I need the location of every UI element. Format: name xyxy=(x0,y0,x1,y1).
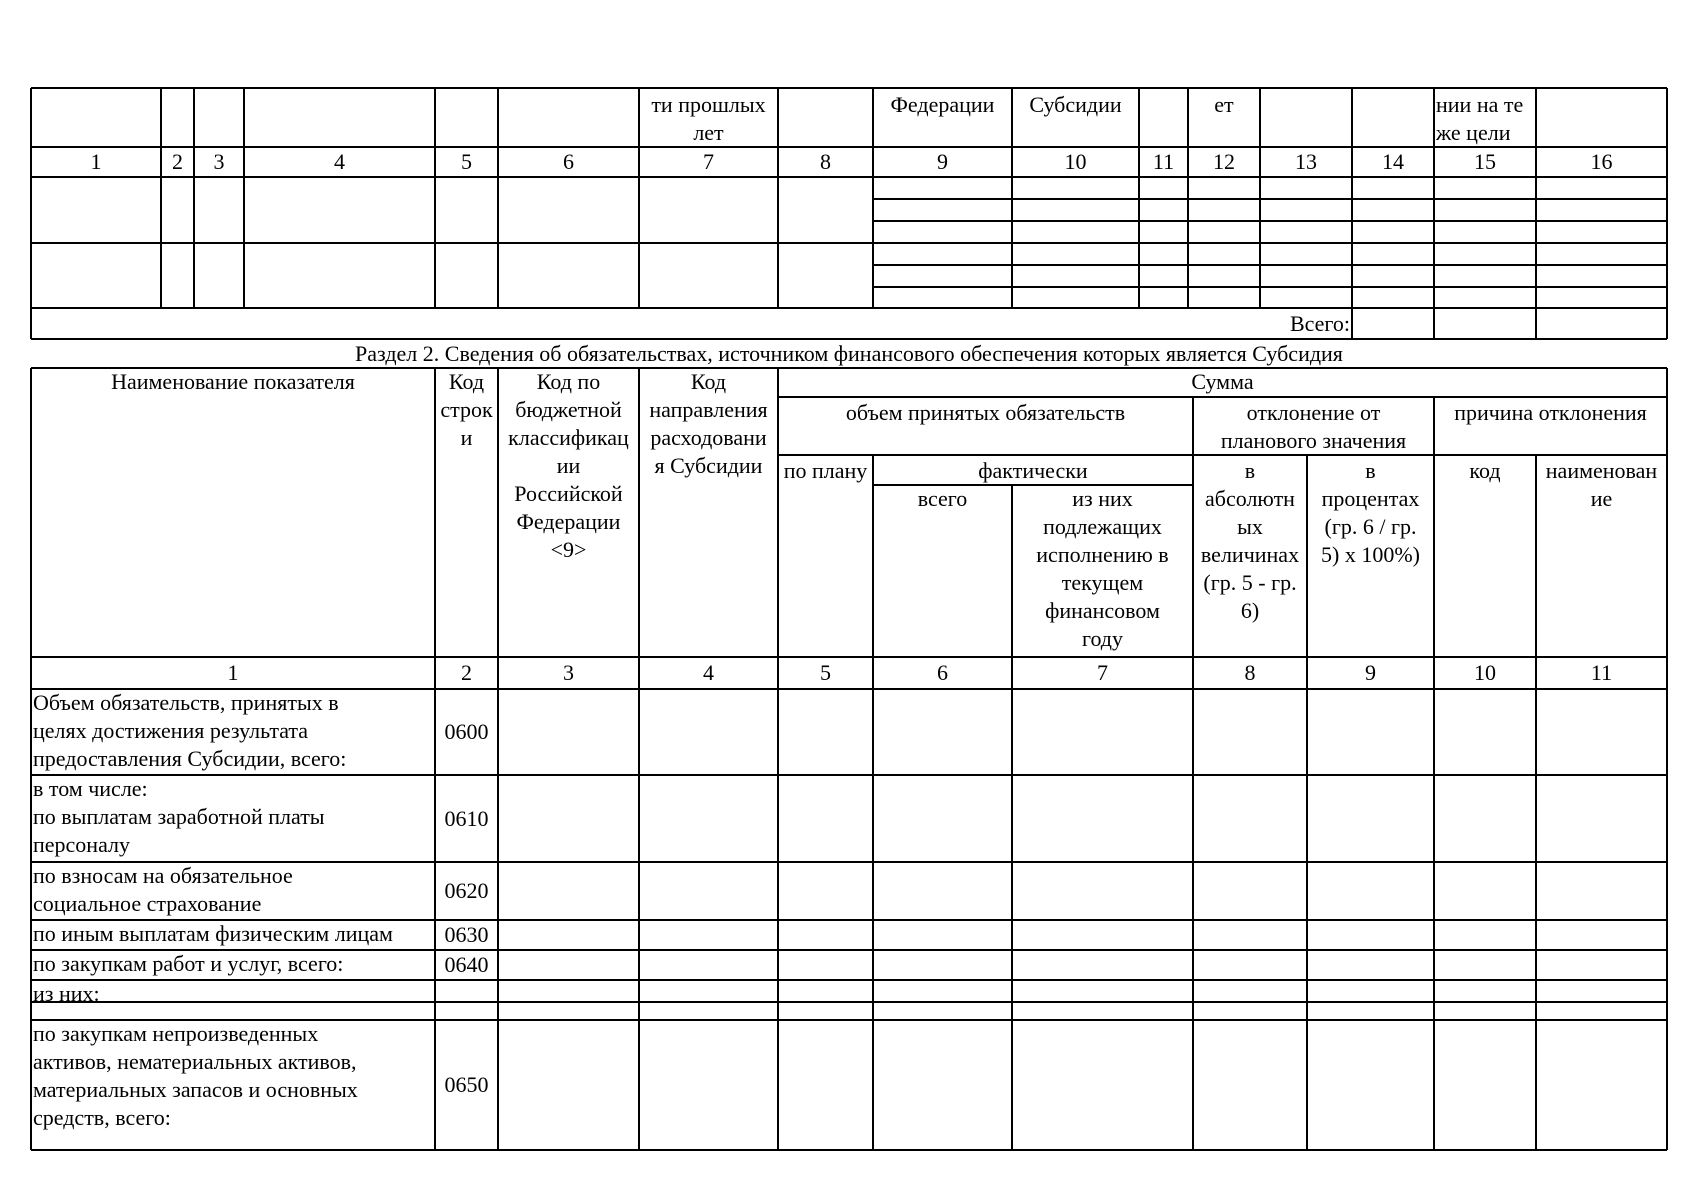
header-reason-name-line: наименован xyxy=(1545,458,1658,483)
row-code-value: 0630 xyxy=(444,922,489,947)
total-label-value: Всего: xyxy=(1289,310,1350,336)
total-label xyxy=(1188,308,1352,339)
section2-column-number xyxy=(1193,657,1307,689)
section2-title xyxy=(31,339,1667,368)
top-column-number-value: 14 xyxy=(1382,149,1404,174)
header-absolute-line: (гр. 5 - гр. xyxy=(1203,570,1297,595)
header-percent-line: процентах xyxy=(1321,486,1420,511)
top-column-number xyxy=(435,147,498,177)
header-budget-code-line: Код по xyxy=(536,369,601,394)
top-column-number-value: 9 xyxy=(937,149,948,174)
top-column-number xyxy=(1536,147,1667,177)
top-column-number-value: 11 xyxy=(1152,149,1175,174)
header-budget-code xyxy=(498,368,639,657)
section2-column-number-value: 9 xyxy=(1365,660,1376,685)
header-by-plan-line: по плану xyxy=(783,458,868,483)
row-name-line: по взносам на обязательное xyxy=(33,863,293,888)
top-column-number xyxy=(244,147,435,177)
row-name-line: по иным выплатам физическим лицам xyxy=(33,921,393,946)
header-budget-code-line: Российской xyxy=(514,481,623,506)
header-percent-line: в xyxy=(1365,458,1376,483)
row-code-value: 0610 xyxy=(444,805,489,831)
section2-column-number xyxy=(498,657,639,689)
top-header-c7-line: ти прошлых xyxy=(651,92,766,117)
header-budget-code-line: Федерации xyxy=(516,509,621,534)
section2-column-number-value: 7 xyxy=(1097,660,1108,685)
top-column-number xyxy=(498,147,639,177)
section2-column-number xyxy=(639,657,778,689)
top-column-number xyxy=(778,147,873,177)
top-column-number-value: 7 xyxy=(703,149,714,174)
top-column-number-value: 6 xyxy=(563,149,574,174)
header-absolute-line: 6) xyxy=(1240,598,1260,623)
top-column-number xyxy=(1352,147,1434,177)
top-column-number-value: 1 xyxy=(90,149,102,174)
top-header-c10 xyxy=(1012,88,1139,147)
header-row-code-line: Код xyxy=(448,369,485,394)
header-obligations-volume-line: объем принятых обязательств xyxy=(845,400,1126,425)
header-code xyxy=(1434,455,1536,657)
row-code xyxy=(435,950,498,980)
top-column-number xyxy=(1188,147,1260,177)
row-name xyxy=(31,950,435,980)
header-row-code xyxy=(435,368,498,657)
row-name-line: из них: xyxy=(33,981,100,1006)
row-code xyxy=(435,920,498,950)
row-name-line: средств, всего: xyxy=(33,1105,171,1130)
section2-column-number xyxy=(1434,657,1536,689)
header-deviation-line: отклонение от xyxy=(1246,400,1381,425)
header-actual xyxy=(873,455,1193,485)
row-code-value: 0650 xyxy=(444,1072,489,1097)
section2-column-number xyxy=(31,657,435,689)
top-header-c10-line: Субсидии xyxy=(1029,92,1122,117)
section2-column-number xyxy=(435,657,498,689)
header-indicator-name xyxy=(31,368,435,657)
row-name-line: персоналу xyxy=(33,832,131,857)
top-header-c7 xyxy=(639,88,778,147)
header-direction-code-line: расходовани xyxy=(650,425,767,450)
section2-column-number xyxy=(1012,657,1193,689)
top-column-number-value: 2 xyxy=(172,149,183,174)
row-code xyxy=(435,980,498,1002)
header-deviation-reason xyxy=(1434,397,1667,455)
top-header-c15-line: нии на те xyxy=(1436,92,1524,117)
top-column-number-value: 16 xyxy=(1590,149,1613,174)
top-column-number-value: 5 xyxy=(461,149,472,174)
row-name-line: по закупкам непроизведенных xyxy=(33,1021,319,1046)
row-name-line: в том числе: xyxy=(33,776,148,801)
top-column-number xyxy=(194,147,244,177)
top-column-number xyxy=(31,147,161,177)
section2-column-number xyxy=(778,657,873,689)
header-absolute-line: в xyxy=(1244,458,1256,483)
row-code-value: 0620 xyxy=(444,878,489,903)
section2-column-number xyxy=(873,657,1012,689)
row-name xyxy=(31,862,435,920)
top-column-number xyxy=(639,147,778,177)
header-absolute xyxy=(1193,455,1307,657)
header-absolute-line: абсолютн xyxy=(1205,486,1295,511)
header-of-which-line: из них xyxy=(1072,486,1133,511)
header-deviation xyxy=(1193,397,1434,455)
row-name-line: по закупкам работ и услуг, всего: xyxy=(33,951,344,976)
section2-column-number-value: 1 xyxy=(227,660,239,685)
header-of-which-line: финансовом xyxy=(1045,598,1160,623)
header-by-plan xyxy=(778,455,873,657)
header-of-which xyxy=(1012,485,1193,657)
header-direction-code-line: я Субсидии xyxy=(654,453,763,478)
top-column-number xyxy=(1139,147,1188,177)
row-code xyxy=(435,862,498,920)
header-budget-code-line: ии xyxy=(556,453,581,478)
header-row-code-line: строк xyxy=(440,397,493,422)
header-direction-code xyxy=(639,368,778,657)
header-of-which-line: подлежащих xyxy=(1043,514,1162,539)
section2-column-number-value: 11 xyxy=(1590,660,1613,685)
header-deviation-line: планового значения xyxy=(1220,428,1407,453)
section2-column-number-value: 3 xyxy=(563,660,574,685)
header-total-line: всего xyxy=(917,486,968,511)
top-column-number-value: 4 xyxy=(334,149,345,174)
row-name xyxy=(31,775,435,862)
header-obligations-volume xyxy=(778,397,1193,455)
top-header-c7-line: лет xyxy=(693,120,724,145)
header-of-which-line: текущем xyxy=(1061,570,1144,595)
top-column-number xyxy=(1012,147,1139,177)
section2-title-value: Раздел 2. Сведения об обязательствах, источником финансового обеспечения которых является Субсидия xyxy=(355,340,1343,366)
header-percent xyxy=(1307,455,1434,657)
header-deviation-reason-line: причина отклонения xyxy=(1454,400,1647,425)
row-name xyxy=(31,1002,435,1020)
top-column-number-value: 3 xyxy=(213,149,225,174)
row-name xyxy=(31,920,435,950)
header-sum-line: Сумма xyxy=(1191,369,1254,394)
header-total xyxy=(873,485,1012,657)
header-actual-line: фактически xyxy=(978,458,1088,483)
top-column-number-value: 10 xyxy=(1064,149,1087,174)
header-percent-line: (гр. 6 / гр. xyxy=(1324,514,1417,539)
row-code xyxy=(435,775,498,862)
header-absolute-line: ых xyxy=(1237,514,1263,539)
section2-column-number xyxy=(1307,657,1434,689)
row-name-line: активов, нематериальных активов, xyxy=(33,1049,357,1074)
row-name-line: по выплатам заработной платы xyxy=(33,804,325,829)
header-reason-name-line: ие xyxy=(1590,486,1613,511)
row-name xyxy=(31,689,435,775)
header-reason-name xyxy=(1536,455,1667,657)
header-sum xyxy=(778,368,1667,397)
top-column-number-value: 13 xyxy=(1295,149,1317,174)
top-header-c9-line: Федерации xyxy=(890,92,995,117)
section2-column-number-value: 2 xyxy=(461,660,472,685)
top-column-number-value: 12 xyxy=(1213,149,1235,174)
row-name-line: Объем обязательств, принятых в xyxy=(33,690,339,715)
header-row-code-line: и xyxy=(460,425,473,450)
header-of-which-line: исполнению в xyxy=(1036,542,1169,567)
row-code-value: 0600 xyxy=(444,719,489,744)
top-header-c9 xyxy=(873,88,1012,147)
section2-column-number-value: 5 xyxy=(820,660,831,685)
row-name-line: предоставления Субсидии, всего: xyxy=(33,746,347,771)
header-code-line: код xyxy=(1469,458,1501,483)
header-budget-code-line: <9> xyxy=(550,537,587,562)
row-code-value: 0640 xyxy=(444,952,489,977)
section2-column-number-value: 8 xyxy=(1244,660,1256,685)
header-indicator-name-line: Наименование показателя xyxy=(111,369,355,394)
row-name xyxy=(31,1020,435,1150)
row-name-line: материальных запасов и основных xyxy=(33,1077,358,1102)
top-column-number xyxy=(1434,147,1536,177)
header-percent-line: 5) x 100%) xyxy=(1321,542,1420,567)
section2-column-number-value: 10 xyxy=(1474,660,1496,685)
top-header-c12-line: ет xyxy=(1214,92,1234,117)
top-column-number xyxy=(873,147,1012,177)
top-column-number-value: 15 xyxy=(1474,149,1496,174)
header-budget-code-line: бюджетной xyxy=(515,397,622,422)
section2-column-number-value: 6 xyxy=(937,660,948,685)
top-column-number-value: 8 xyxy=(820,149,831,174)
top-column-number xyxy=(1260,147,1352,177)
header-budget-code-line: классификац xyxy=(508,425,629,450)
section2-column-number xyxy=(1536,657,1667,689)
header-direction-code-line: Код xyxy=(690,369,727,394)
row-name xyxy=(31,980,435,1006)
row-name-line: целях достижения результата xyxy=(33,718,309,743)
row-code xyxy=(435,1020,498,1150)
header-absolute-line: величинах xyxy=(1200,542,1300,567)
row-code xyxy=(435,1002,498,1020)
top-column-number xyxy=(161,147,194,177)
row-name-line: социальное страхование xyxy=(33,891,262,916)
top-header-c15-line: же цели xyxy=(1436,120,1511,145)
header-of-which-line: году xyxy=(1081,626,1124,651)
top-header-c12 xyxy=(1188,88,1260,147)
row-code xyxy=(435,689,498,775)
header-direction-code-line: направления xyxy=(649,397,768,422)
top-header-c15 xyxy=(1434,88,1536,147)
section2-column-number-value: 4 xyxy=(703,660,714,685)
